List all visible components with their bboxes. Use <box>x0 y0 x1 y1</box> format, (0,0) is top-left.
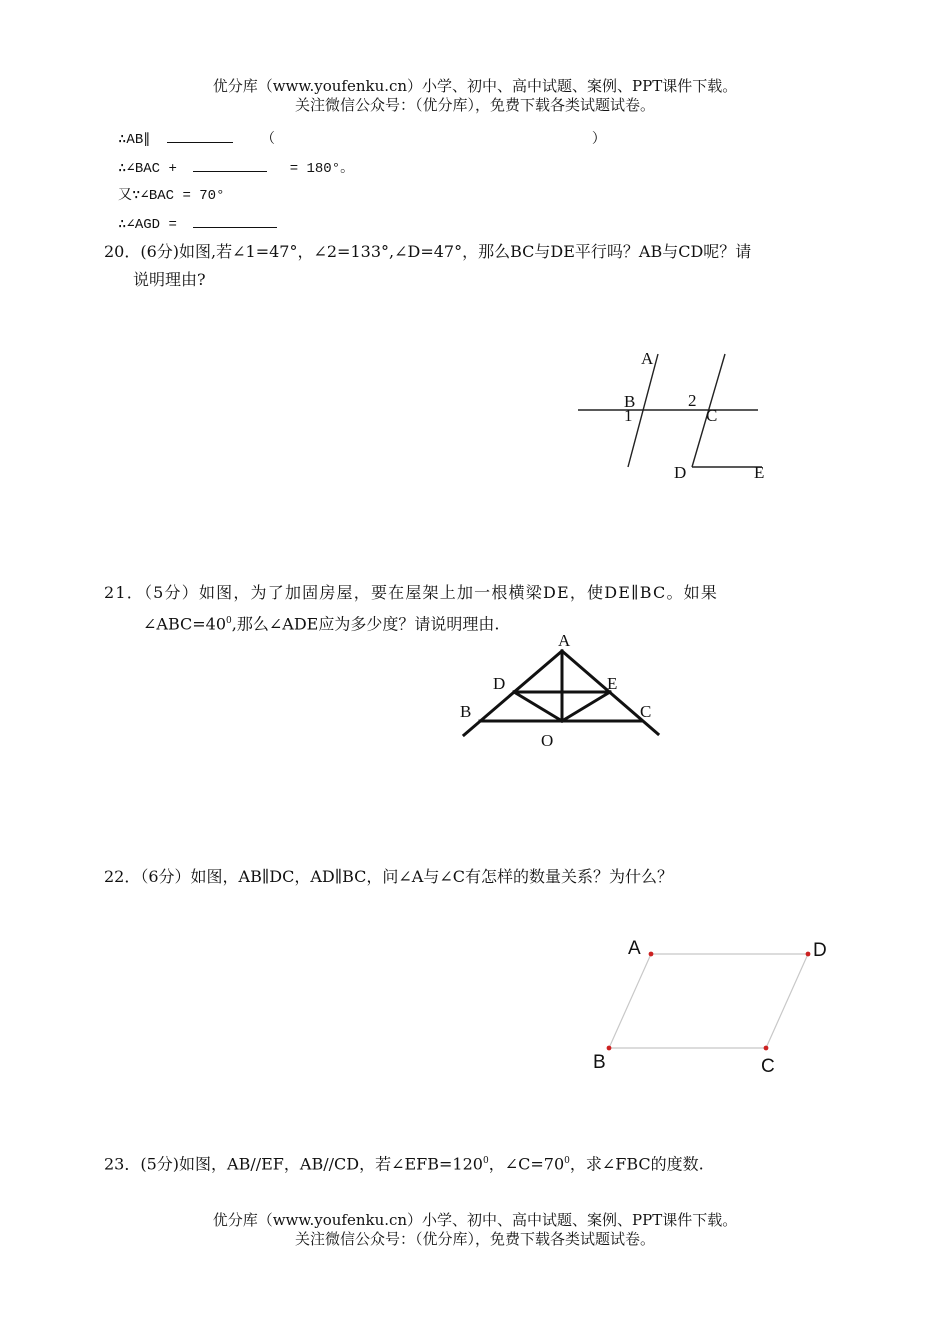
q21-degree-sup: 0 <box>226 616 232 626</box>
q21-label-c: C <box>640 702 652 721</box>
q21-brace-do <box>514 692 562 721</box>
footer-line-1: 优分库（www.youfenku.cn）小学、初中、高中试题、案例、PPT课件下载。 <box>212 1211 738 1229</box>
proof-line-3: 又∵∠BAC = 70° <box>118 188 225 204</box>
answer-blank-2[interactable] <box>193 157 267 172</box>
proof-line-2-prefix: ∴∠BAC + <box>118 161 177 177</box>
q22-label-c: C <box>761 1056 775 1075</box>
q20-label-a: A <box>641 349 654 368</box>
q20-label-d: D <box>674 463 687 482</box>
paren-close: ） <box>591 132 606 148</box>
q20-text-line-2: 说明理由? <box>133 270 206 289</box>
q21-label-b: B <box>460 702 472 721</box>
q20-label-c: C <box>706 406 718 425</box>
q21-figure <box>450 630 670 755</box>
q22-point-b <box>607 1046 612 1051</box>
q23-degree-sup-2: 0 <box>564 1156 570 1166</box>
answer-blank-3[interactable] <box>193 213 277 228</box>
q23-part-1: 23．(5分)如图，AB//EF，AB//CD，若∠EFB=120 <box>104 1154 483 1174</box>
q21-text-line-1: 21．（5分）如图，为了加固房屋，要在屋架上加一根横梁DE，使DE∥BC。如果 <box>104 583 719 602</box>
q21-brace-eo <box>562 692 610 721</box>
q23-text <box>104 1147 704 1178</box>
paren-open: （ <box>261 132 276 148</box>
q20-label-b: B <box>624 392 636 411</box>
proof-line-1 <box>118 128 606 151</box>
q20-figure <box>570 340 780 490</box>
q22-point-a <box>649 952 654 957</box>
q23-part-2: ，∠C=70 <box>488 1154 565 1174</box>
q21-label-d: D <box>493 674 506 693</box>
q23-degree-sup-1: 0 <box>482 1156 489 1166</box>
q23-part-3: ，求∠FBC的度数. <box>569 1154 704 1174</box>
proof-line-2-suffix: = 180°。 <box>289 161 355 177</box>
q20-label-2: 2 <box>688 391 697 410</box>
q22-figure <box>585 930 845 1075</box>
q21-angle-abc: ∠ABC=40 <box>143 614 227 634</box>
q22-label-b: B <box>593 1052 606 1073</box>
header-line-1: 优分库（www.youfenku.cn）小学、初中、高中试题、案例、PPT课件下载。 <box>212 77 738 95</box>
q22-label-d: D <box>813 940 827 961</box>
q22-label-a: A <box>628 938 641 959</box>
proof-line-2 <box>118 157 354 180</box>
footer-line-2: 关注微信公众号：（优分库），免费下载各类试题试卷。 <box>294 1230 655 1248</box>
q22-text: 22．（6分）如图，AB∥DC，AD∥BC，问∠A与∠C有怎样的数量关系？为什么？ <box>104 867 673 886</box>
header-line-2: 关注微信公众号：（优分库），免费下载各类试题试卷。 <box>294 96 655 114</box>
proof-line-4-prefix: ∴∠AGD = <box>118 217 177 233</box>
proof-line-4 <box>118 213 277 236</box>
q20-text-line-1: 20．(6分)如图,若∠1=47°，∠2=133°,∠D=47°，那么BC与DE平行吗？AB与CD呢？请 <box>104 242 752 261</box>
q21-text-line-2 <box>143 607 499 638</box>
q22-point-d <box>806 952 811 957</box>
q20-label-e: E <box>754 463 765 482</box>
q22-point-c <box>764 1046 769 1051</box>
q22-parallelogram <box>609 954 808 1048</box>
q21-label-e: E <box>607 674 618 693</box>
answer-blank-reason[interactable] <box>283 129 583 143</box>
answer-blank-1[interactable] <box>167 128 233 143</box>
q21-label-o: O <box>541 731 554 750</box>
q21-question: ,那么∠ADE应为多少度？请说明理由. <box>231 614 500 634</box>
q21-label-a: A <box>558 631 571 650</box>
proof-line-1-prefix: ∴AB∥ <box>118 132 151 148</box>
q20-label-1: 1 <box>624 406 633 425</box>
